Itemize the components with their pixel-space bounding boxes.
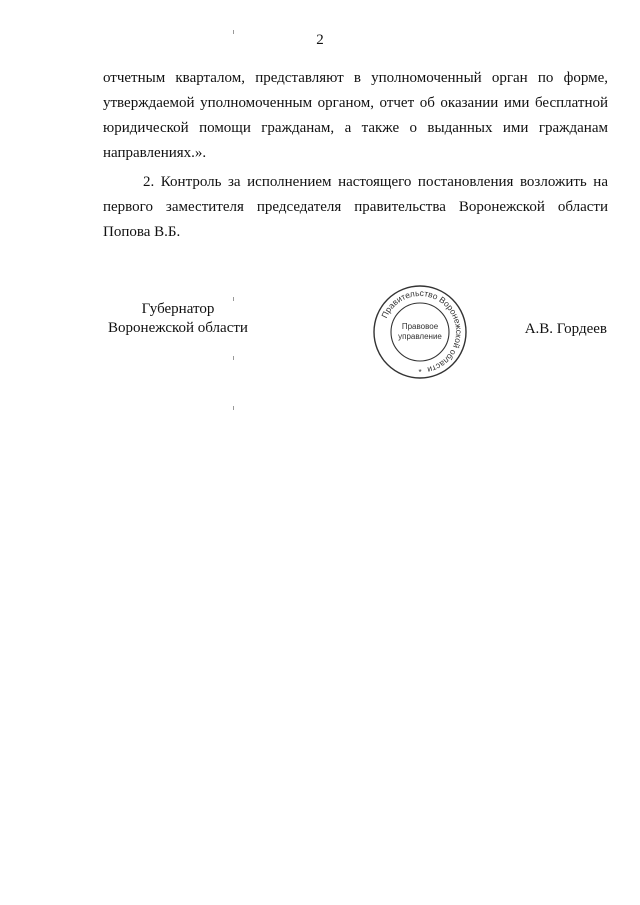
signatory-position	[103, 300, 253, 338]
stamp-inner-line1: Правовое	[401, 322, 439, 331]
paragraph-text: 2. Контроль за исполнением настоящего постановления возложить на первого заместителя председателя правительства Воронежской области Попова В.Б.	[103, 174, 608, 240]
position-region: Воронежской области	[108, 320, 248, 336]
position-title: Губернатор	[141, 301, 215, 317]
stamp-inner-line2: управление	[398, 332, 442, 341]
page-number: 2	[316, 32, 324, 48]
official-stamp	[372, 284, 468, 380]
stamp-outer-text: Правительство Воронежской области	[379, 287, 465, 376]
scan-speck	[233, 30, 234, 34]
signatory-name: А.В. Гордеев	[524, 321, 607, 337]
scan-speck	[233, 356, 234, 360]
scan-speck	[233, 297, 234, 301]
paragraph-control-clause	[103, 170, 608, 245]
paragraph-continuation	[103, 66, 608, 166]
paragraph-text: отчетным кварталом, представляют в уполномоченный орган по форме, утверждаемой уполномоченным органом, отчет об оказании ими бесплатной юридической помощи гражданам, а также о выданных ими гражданам направлениях.».	[103, 70, 608, 161]
stamp-star: *	[418, 368, 422, 377]
scan-speck	[233, 406, 234, 410]
